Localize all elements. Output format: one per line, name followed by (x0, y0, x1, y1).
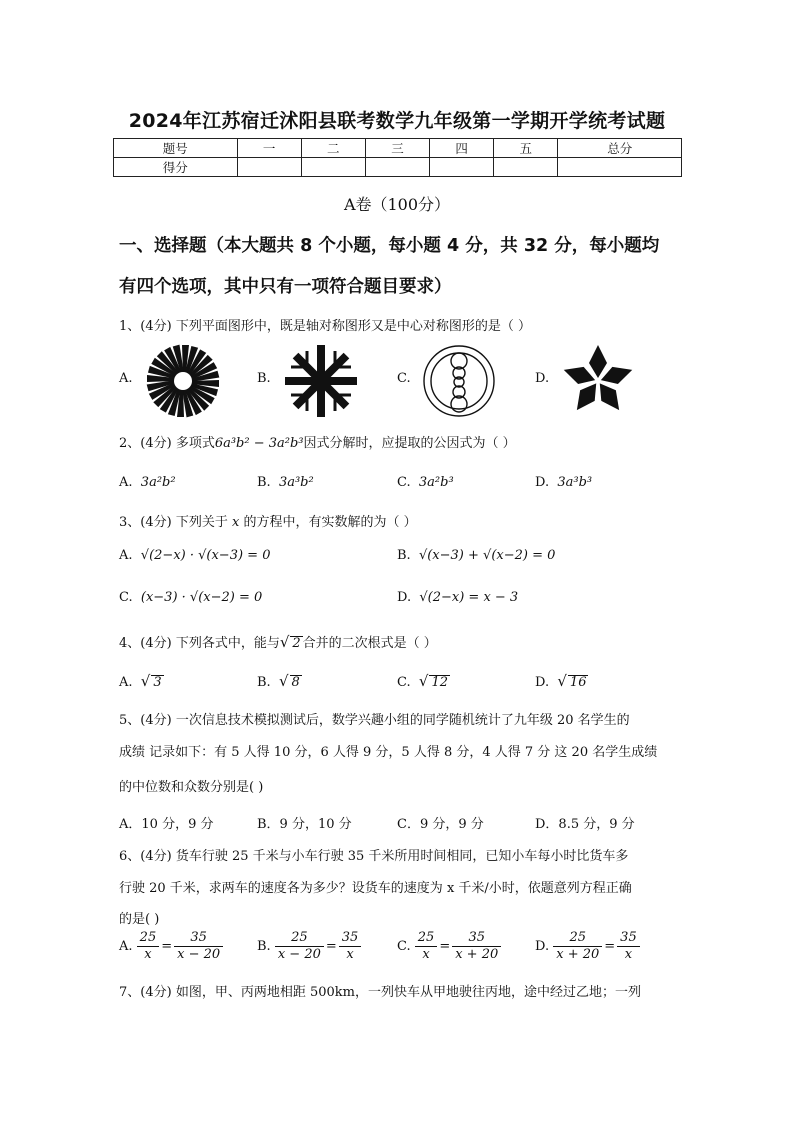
q3-option-a: A. √(2−x) · √(x−3) = 0 (119, 548, 271, 563)
q1-option-c: C. (397, 371, 411, 386)
q5-option-a: A．10 分，9 分 (119, 817, 214, 832)
q3-option-b: B. √(x−3) + √(x−2) = 0 (397, 548, 556, 563)
q3-option-d: D. √(2−x) = x − 3 (397, 590, 519, 605)
star-figure (561, 344, 635, 418)
score-cell (365, 158, 429, 177)
q6-line2: 行驶 20 千米，求两车的速度各为多少？设货车的速度为 x 千米/小时，依题意列方程正确 (119, 881, 632, 896)
q2-option-b: B. 3a³b² (257, 475, 314, 490)
q5-line2: 成绩 记录如下：有 5 人得 10 分，6 人得 9 分，5 人得 8 分，4 人得 7 分 这 20 名学生成绩 (119, 745, 658, 760)
q2-expression: 6a³b² − 3a²b³ (214, 436, 304, 451)
q7-line1: 7、(4分) 如图，甲、丙两地相距 500km，一列快车从甲地驶往丙地，途中经过乙地；一列 (119, 985, 641, 1000)
score-header-cell: 一 (237, 139, 301, 158)
q4-option-d: D. √ 16 (535, 672, 587, 690)
score-cell (301, 158, 365, 177)
q1-option-a: A. (119, 371, 133, 386)
nested-circles-figure (422, 344, 496, 418)
q1-option-d: D. (535, 371, 550, 386)
q4-option-a: A. √ 3 (119, 672, 162, 690)
score-cell (237, 158, 301, 177)
exam-title: 2024年江苏宿迁沭阳县联考数学九年级第一学期开学统考试题 (128, 110, 666, 132)
q6-option-d: D. $\frac{25}{x + 20}$ = $\frac{35}{x}$ (535, 930, 640, 963)
score-table (113, 138, 682, 177)
q2-option-a: A. 3a²b² (119, 475, 176, 490)
q5-line3: 的中位数和众数分别是( ) (119, 780, 264, 795)
score-table-row (114, 158, 682, 177)
q5-option-b: B．9 分，10 分 (257, 817, 352, 832)
score-row-label: 得分 (114, 158, 238, 177)
q2-stem-post: 因式分解时，应提取的公因式为（ ） (303, 436, 516, 451)
pinwheel-figure (146, 344, 220, 418)
q6-option-a: A. $\frac{25}{x}$ = $\frac{35}{x - 20}$ (119, 930, 223, 963)
score-cell (494, 158, 558, 177)
q6-option-c: C. $\frac{25}{x}$ = $\frac{35}{x + 20}$ (397, 930, 501, 963)
juan-heading: A卷（100分） (343, 195, 451, 214)
q4-option-b: B. √ 8 (257, 672, 300, 690)
score-table-header-row (114, 139, 682, 158)
score-header-cell: 四 (430, 139, 494, 158)
score-header-cell: 题号 (114, 139, 238, 158)
q2-option-d: D. 3a³b³ (535, 475, 593, 490)
q6-option-b: B. $\frac{25}{x - 20}$ = $\frac{35}{x}$ (257, 930, 361, 963)
section1-line2: 有四个选项，其中只有一项符合题目要求） (119, 277, 452, 297)
score-header-cell: 五 (494, 139, 558, 158)
score-cell (430, 158, 494, 177)
q5-option-d: D．8.5 分，9 分 (535, 817, 635, 832)
q6-line3: 的是( ) (119, 912, 160, 927)
score-header-cell: 总分 (558, 139, 682, 158)
score-cell (558, 158, 682, 177)
q5-option-c: C．9 分，9 分 (397, 817, 484, 832)
q6-line1: 6、(4分) 货车行驶 25 千米与小车行驶 35 千米所用时间相同，已知小车每小时比货车多 (119, 849, 629, 864)
q3-stem: 3、(4分) 下列关于 x 的方程中，有实数解的为（ ） (119, 515, 417, 530)
q2-stem-pre: 2、(4分) 多项式 (119, 436, 215, 451)
q5-line1: 5、(4分) 一次信息技术模拟测试后，数学兴趣小组的同学随机统计了九年级 20 名学生的 (119, 713, 630, 728)
asterisk-figure (284, 344, 358, 418)
score-header-cell: 三 (365, 139, 429, 158)
q2-stem (119, 432, 516, 451)
q1-stem: 1、(4分) 下列平面图形中，既是轴对称图形又是中心对称图形的是（ ） (119, 319, 531, 334)
q4-option-c: C. √ 12 (397, 672, 448, 690)
score-header-cell: 二 (301, 139, 365, 158)
q1-option-b: B. (257, 371, 271, 386)
q3-option-c: C. (x−3) · √(x−2) = 0 (119, 590, 263, 605)
q4-stem: 4、(4分) 下列各式中，能与√ 2 合并的二次根式是（ ） (119, 633, 437, 651)
q2-option-c: C. 3a²b³ (397, 475, 454, 490)
section1-line1: 一、选择题（本大题共 8 个小题，每小题 4 分，共 32 分，每小题均 (119, 236, 660, 256)
